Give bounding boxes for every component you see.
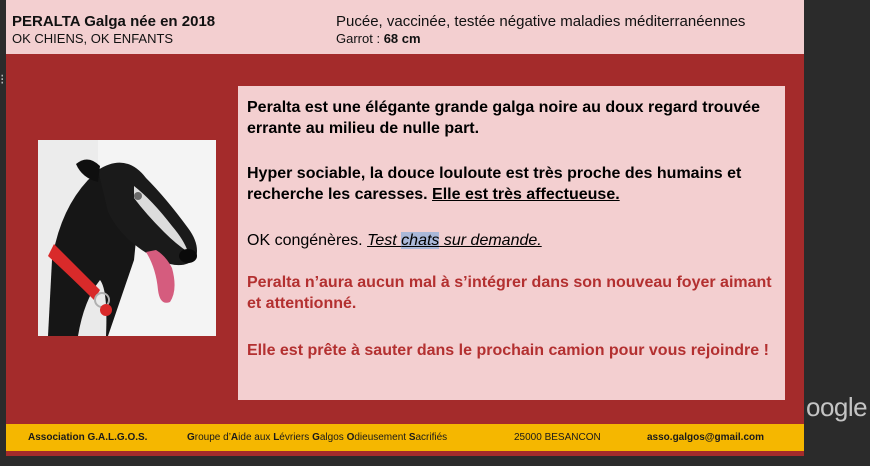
compatibility-line: OK CHIENS, OK ENFANTS <box>12 31 174 46</box>
description-intro: Peralta est une élégante grande galga noire au doux regard trouvée errante au milieu de nulle part. <box>247 99 761 137</box>
association-footer <box>6 424 804 451</box>
description-call-to-action: Elle est prête à sauter dans le prochain camion pour vous rejoindre ! <box>247 342 769 359</box>
association-location: 25000 BESANCON <box>514 432 601 443</box>
health-line: Pucée, vaccinée, testée négative maladies méditerranéennes <box>336 13 746 30</box>
edge-mark: ⁝ <box>0 72 5 87</box>
description-box <box>238 86 785 400</box>
greyhound-icon <box>38 140 216 336</box>
description-integration: Peralta n’aura aucun mal à s’intégrer dans son nouveau foyer aimant et attentionné. <box>247 274 772 312</box>
congeneres-text: OK congénères. <box>247 232 368 249</box>
adoption-slide <box>6 0 804 456</box>
association-email[interactable]: asso.galgos@gmail.com <box>647 432 765 443</box>
dog-name-line: PERALTA Galga née en 2018 <box>12 13 216 30</box>
dog-photo <box>38 140 216 336</box>
sur-demande-text: sur demande. <box>439 232 542 249</box>
garrot-label: Garrot : <box>336 31 384 46</box>
description-compat <box>247 230 777 251</box>
chats-selected-text[interactable]: chats <box>401 232 440 249</box>
description-sociable <box>247 163 777 205</box>
test-text: Test <box>367 232 402 249</box>
affectionate-text: Elle est très affectueuse. <box>432 186 620 203</box>
google-watermark: oogle <box>806 392 868 422</box>
sociable-text: Hyper sociable, la douce louloute est très proche des humains et recherche les caresses. <box>247 165 742 203</box>
garrot-value: 68 cm <box>383 31 421 46</box>
garrot-line <box>336 31 745 46</box>
header-band <box>6 0 804 54</box>
header-left <box>12 13 215 46</box>
header-right <box>336 13 745 46</box>
association-acronym-expansion: Groupe d’Aide aux Lévriers Galgos Odieusement Sacrifiés <box>187 432 448 443</box>
association-name: Association G.A.L.G.O.S. <box>28 432 148 443</box>
